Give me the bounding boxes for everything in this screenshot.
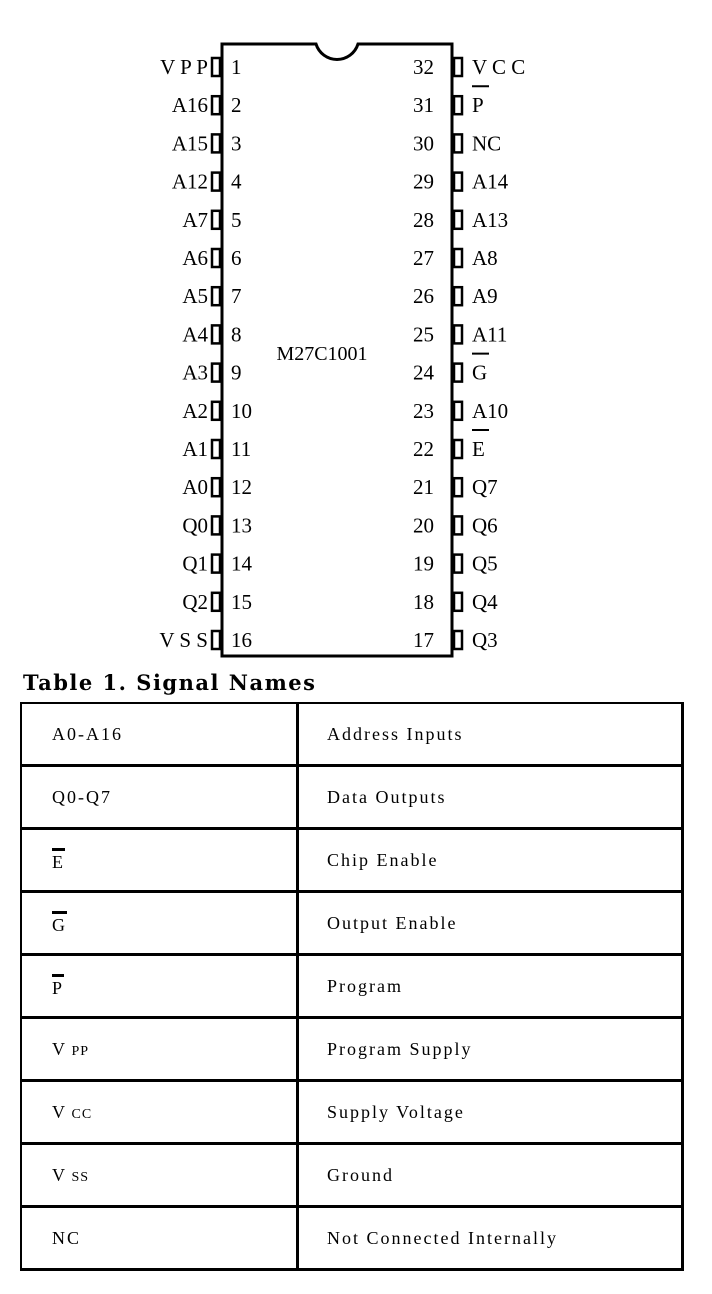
signal-description: Data Outputs [298, 766, 683, 829]
signal-cell [21, 955, 298, 1018]
pin-number: 19 [413, 551, 434, 576]
pin-lead [454, 325, 462, 343]
pin-lead [454, 478, 462, 496]
pin-name: A7 [182, 207, 208, 232]
pin-lead [454, 593, 462, 611]
pin-lead [454, 631, 462, 649]
pin-lead [212, 593, 220, 611]
signal-name: E [52, 848, 65, 871]
pin-number: 7 [231, 284, 242, 309]
table-row [21, 892, 683, 955]
pin-name: A2 [182, 398, 208, 423]
pin-lead [212, 631, 220, 649]
signal-description: Program Supply [298, 1018, 683, 1081]
pin-number: 9 [231, 360, 242, 385]
table-row [21, 1144, 683, 1207]
pin-number: 5 [231, 207, 242, 232]
pin-lead [454, 555, 462, 573]
pin-lead [212, 478, 220, 496]
pin-name: Q2 [182, 589, 208, 614]
pin-lead [212, 211, 220, 229]
pin-name: A8 [472, 246, 498, 270]
signal-name: V [52, 1038, 67, 1059]
pin-number: 21 [413, 475, 434, 500]
pin-lead [212, 516, 220, 534]
pin-number: 15 [231, 589, 252, 614]
table-row [21, 1207, 683, 1270]
pin-lead [454, 516, 462, 534]
pin-11 [182, 437, 251, 461]
pin-30 [413, 131, 501, 155]
left-pin-column [159, 55, 252, 652]
pin-7 [182, 284, 241, 308]
pin-lead [212, 249, 220, 267]
pin-lead [212, 173, 220, 191]
pin-number: 14 [231, 551, 252, 576]
pin-number: 22 [413, 437, 434, 461]
pin-name: A1 [182, 437, 208, 461]
pin-name: Q0 [182, 513, 208, 538]
pin-number: 25 [413, 322, 434, 347]
pin-name: V P P [160, 55, 208, 79]
pin-number: 24 [413, 360, 434, 385]
signal-cell [21, 1207, 298, 1270]
table-row [21, 1081, 683, 1144]
pin-name: G [472, 360, 488, 385]
pin-lead [212, 364, 220, 382]
table-row [21, 703, 683, 766]
pin-lead [212, 440, 220, 458]
signal-subscript: SS [67, 1169, 90, 1185]
pin-number: 13 [231, 513, 252, 538]
signal-name: G [52, 911, 67, 934]
pin-lead [454, 173, 462, 191]
signal-subscript: CC [67, 1106, 93, 1122]
signal-description: Chip Enable [298, 829, 683, 892]
signal-cell [21, 892, 298, 955]
pin-lead [212, 555, 220, 573]
pin-number: 12 [231, 475, 252, 500]
pin-number: 11 [231, 437, 252, 461]
signal-cell [21, 1144, 298, 1207]
pin-name: E [472, 437, 485, 461]
signal-description: Output Enable [298, 892, 683, 955]
signal-names-table [20, 702, 684, 1271]
table-row [21, 1018, 683, 1081]
pin-20 [413, 513, 498, 537]
chip-part-number: M27C1001 [276, 343, 368, 365]
signal-name: V [52, 1101, 67, 1122]
pin-number: 16 [231, 628, 252, 652]
pin-number: 20 [413, 513, 434, 538]
signal-cell [21, 1081, 298, 1144]
pin-name: A15 [171, 131, 208, 156]
pin-27 [413, 246, 498, 270]
pin-number: 26 [413, 284, 434, 309]
pin-19 [413, 552, 498, 576]
pin-5 [182, 208, 241, 232]
pin-name: P [472, 93, 484, 118]
pin-lead [212, 58, 220, 76]
pin-18 [413, 590, 498, 614]
pin-lead [212, 325, 220, 343]
pin-32 [413, 55, 525, 79]
pin-name: A11 [472, 322, 508, 347]
pin-number: 2 [231, 93, 242, 118]
pin-number: 23 [413, 398, 434, 423]
pin-name: A14 [472, 169, 509, 194]
signal-name: A0-A16 [52, 723, 123, 744]
signal-cell [21, 766, 298, 829]
pin-number: 27 [413, 246, 434, 270]
pin-name: V S S [159, 628, 208, 652]
pin-9 [182, 361, 241, 385]
pin-lead [454, 134, 462, 152]
pin-29 [413, 170, 509, 194]
pin-name: A0 [182, 475, 208, 500]
pin-lead [212, 96, 220, 114]
pin-3 [172, 131, 242, 155]
signal-description: Address Inputs [298, 703, 683, 766]
pin-26 [413, 284, 498, 308]
pin-name: A5 [182, 284, 208, 309]
pin-number: 17 [413, 628, 434, 652]
pin-number: 31 [413, 93, 434, 118]
pin-name: A10 [472, 398, 509, 423]
pin-name: V C C [472, 55, 526, 79]
pin-number: 3 [231, 131, 242, 156]
pin-lead [454, 249, 462, 267]
pin-4 [172, 170, 242, 194]
signal-cell [21, 829, 298, 892]
signal-subscript: PP [67, 1043, 90, 1059]
pin-name: A13 [472, 207, 509, 232]
pin-name: Q5 [472, 551, 498, 576]
pin-17 [413, 628, 498, 652]
pin-lead [454, 402, 462, 420]
signal-name: Q0-Q7 [52, 786, 112, 807]
table-row [21, 766, 683, 829]
pin-number: 8 [231, 322, 242, 347]
pin-16 [159, 628, 252, 652]
pin-number: 28 [413, 207, 434, 232]
pin-name: Q7 [472, 475, 498, 500]
pin-lead [454, 58, 462, 76]
pin-15 [182, 590, 252, 614]
signal-name: P [52, 974, 64, 997]
pin-number: 10 [231, 398, 252, 423]
pin-name: Q6 [472, 513, 498, 538]
pin-name: Q1 [182, 551, 208, 576]
signal-cell [21, 1018, 298, 1081]
pin-name: A3 [182, 360, 208, 385]
pin-lead [454, 364, 462, 382]
pin-10 [182, 399, 252, 423]
pin-number: 4 [231, 169, 242, 194]
table-row [21, 829, 683, 892]
pin-21 [413, 475, 498, 499]
table-row [21, 955, 683, 1018]
pin-28 [413, 208, 508, 232]
right-pin-column [413, 55, 525, 652]
pin-lead [212, 402, 220, 420]
pin-number: 30 [413, 131, 434, 156]
pin-12 [182, 475, 252, 499]
pin-name: A9 [472, 284, 498, 309]
pin-name: A4 [182, 322, 208, 347]
signal-description: Not Connected Internally [298, 1207, 683, 1270]
signal-cell [21, 703, 298, 766]
pin-13 [182, 513, 252, 537]
pin-14 [182, 552, 252, 576]
pin-1 [160, 55, 241, 79]
signal-description: Program [298, 955, 683, 1018]
pin-name: NC [472, 131, 502, 156]
pin-23 [413, 399, 508, 423]
pin-lead [212, 134, 220, 152]
pin-lead [454, 96, 462, 114]
pin-name: Q3 [472, 628, 498, 652]
pin-6 [182, 246, 241, 270]
pin-number: 1 [231, 55, 242, 79]
pin-name: A16 [171, 93, 208, 118]
pin-lead [454, 211, 462, 229]
pin-name: A6 [182, 246, 208, 270]
pin-2 [172, 93, 242, 117]
signal-name: V [52, 1164, 67, 1185]
pin-number: 6 [231, 246, 242, 270]
pin-8 [182, 322, 241, 346]
pin-lead [454, 440, 462, 458]
pin-number: 29 [413, 169, 434, 194]
pin-lead [454, 287, 462, 305]
pin-number: 18 [413, 589, 434, 614]
signal-description: Ground [298, 1144, 683, 1207]
signal-name: NC [52, 1227, 82, 1248]
signal-description: Supply Voltage [298, 1081, 683, 1144]
pin-lead [212, 287, 220, 305]
pin-name: Q4 [472, 589, 498, 614]
pin-25 [413, 322, 507, 346]
table-title: Table 1. Signal Names [23, 670, 317, 695]
pin-number: 32 [413, 55, 434, 79]
pin-name: A12 [171, 169, 208, 194]
